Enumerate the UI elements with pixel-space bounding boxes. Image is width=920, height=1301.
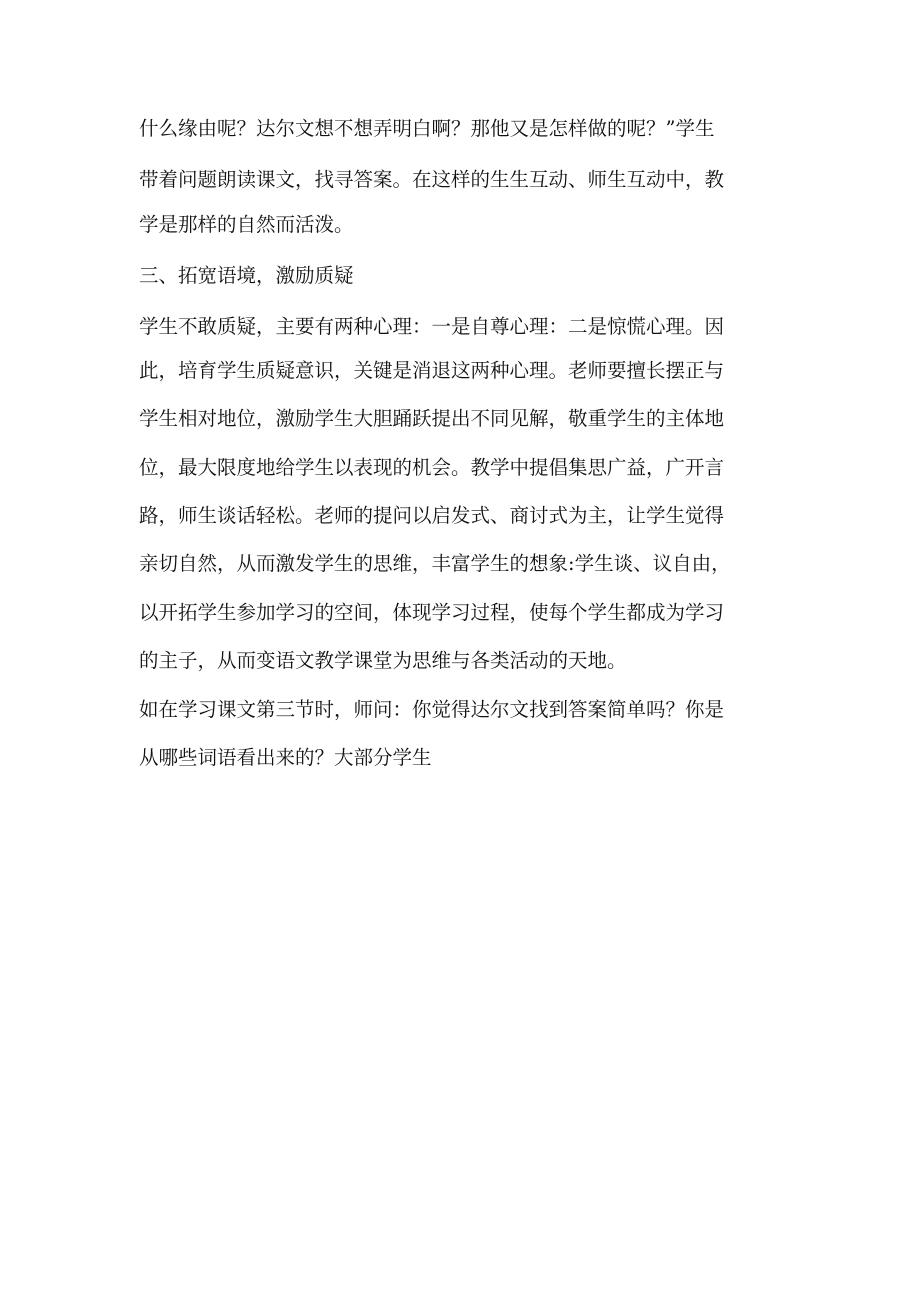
text-line: 如在学习课文第三节时，师问：你觉得达尔文找到答案简单吗？你是 — [139, 698, 725, 721]
text-line: 学是那样的自然而活泼。 — [139, 213, 354, 236]
text-line: 学生相对地位，激励学生大胆踊跃提出不同见解，敬重学生的主体地 — [139, 407, 725, 430]
text-line: 从哪些词语看出来的？大部分学生 — [139, 746, 432, 769]
text-line: 什么缘由呢？达尔文想不想弄明白啊？那他又是怎样做的呢？”学生 — [139, 117, 715, 140]
text-line: 以开拓学生参加学习的空间，体现学习过程，使每个学生都成为学习 — [139, 601, 725, 624]
section-heading: 三、拓宽语境，激励质疑 — [139, 264, 354, 287]
text-line: 此，培育学生质疑意识，关键是消退这两种心理。老师要擅长摆正与 — [139, 359, 725, 382]
text-line: 路，师生谈话轻松。老师的提问以启发式、商讨式为主，让学生觉得 — [139, 504, 725, 527]
text-line: 的主子，从而变语文教学课堂为思维与各类活动的天地。 — [139, 649, 627, 672]
text-line: 带着问题朗读课文，找寻答案。在这样的生生互动、师生互动中，教 — [139, 168, 725, 191]
text-line: 亲切自然，从而激发学生的思维，丰富学生的想象:学生谈、议自由， — [139, 552, 731, 575]
text-line: 学生不敢质疑，主要有两种心理：一是自尊心理：二是惊慌心理。因 — [139, 315, 725, 338]
text-line: 位，最大限度地给学生以表现的机会。教学中提倡集思广益，广开言 — [139, 456, 725, 479]
